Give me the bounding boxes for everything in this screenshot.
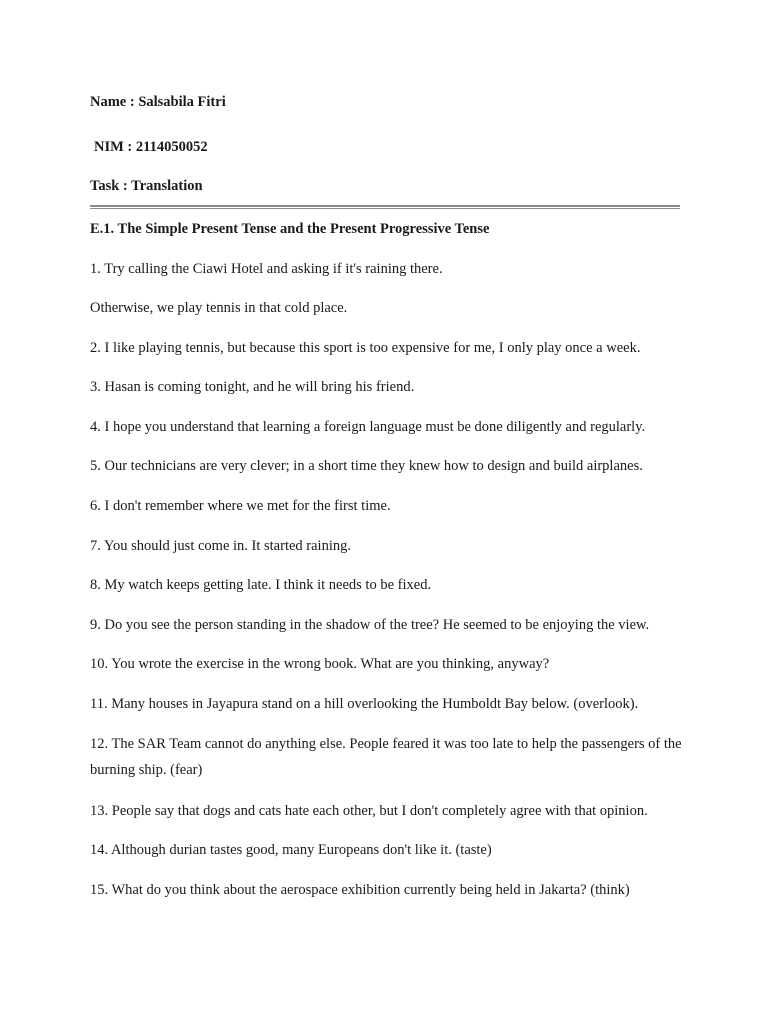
sentence-8: 8. My watch keeps getting late. I think it needs to be fixed. [90,577,432,593]
sentence-6: 6. I don't remember where we met for the first time. [90,498,391,514]
sentence-5: 5. Our technicians are very clever; in a short time they knew how to design and build airplanes. [90,458,643,474]
student-nim: NIM : 2114050052 [94,139,208,155]
sentence-10: 10. You wrote the exercise in the wrong book. What are you thinking, anyway? [90,656,550,672]
sentence-1: 1. Try calling the Ciawi Hotel and asking if it's raining there. [90,261,443,277]
sentence-4: 4. I hope you understand that learning a foreign language must be done diligently and regularly. [90,419,646,435]
sentence-15: 15. What do you think about the aerospace exhibition currently being held in Jakarta? (think) [90,882,630,898]
task-title: Task : Translation [90,178,203,194]
sentence-11: 11. Many houses in Jayapura stand on a hill overlooking the Humboldt Bay below. (overlook). [90,696,639,712]
sentence-13: 13. People say that dogs and cats hate each other, but I don't completely agree with that opinion. [90,803,648,819]
sentence-3: 3. Hasan is coming tonight, and he will bring his friend. [90,379,415,395]
sentence-1-continued: Otherwise, we play tennis in that cold place. [90,300,348,316]
sentence-12: 12. The SAR Team cannot do anything else. People feared it was too late to help the passengers of the burning ship. (fear) [90,736,682,778]
sentence-7: 7. You should just come in. It started raining. [90,538,351,554]
sentence-14: 14. Although durian tastes good, many Europeans don't like it. (taste) [90,842,492,858]
student-name: Name : Salsabila Fitri [90,94,226,110]
header-divider [90,205,680,209]
sentence-9: 9. Do you see the person standing in the shadow of the tree? He seemed to be enjoying the view. [90,617,650,633]
section-title: E.1. The Simple Present Tense and the Present Progressive Tense [90,221,490,237]
sentence-2: 2. I like playing tennis, but because this sport is too expensive for me, I only play once a week. [90,340,641,356]
